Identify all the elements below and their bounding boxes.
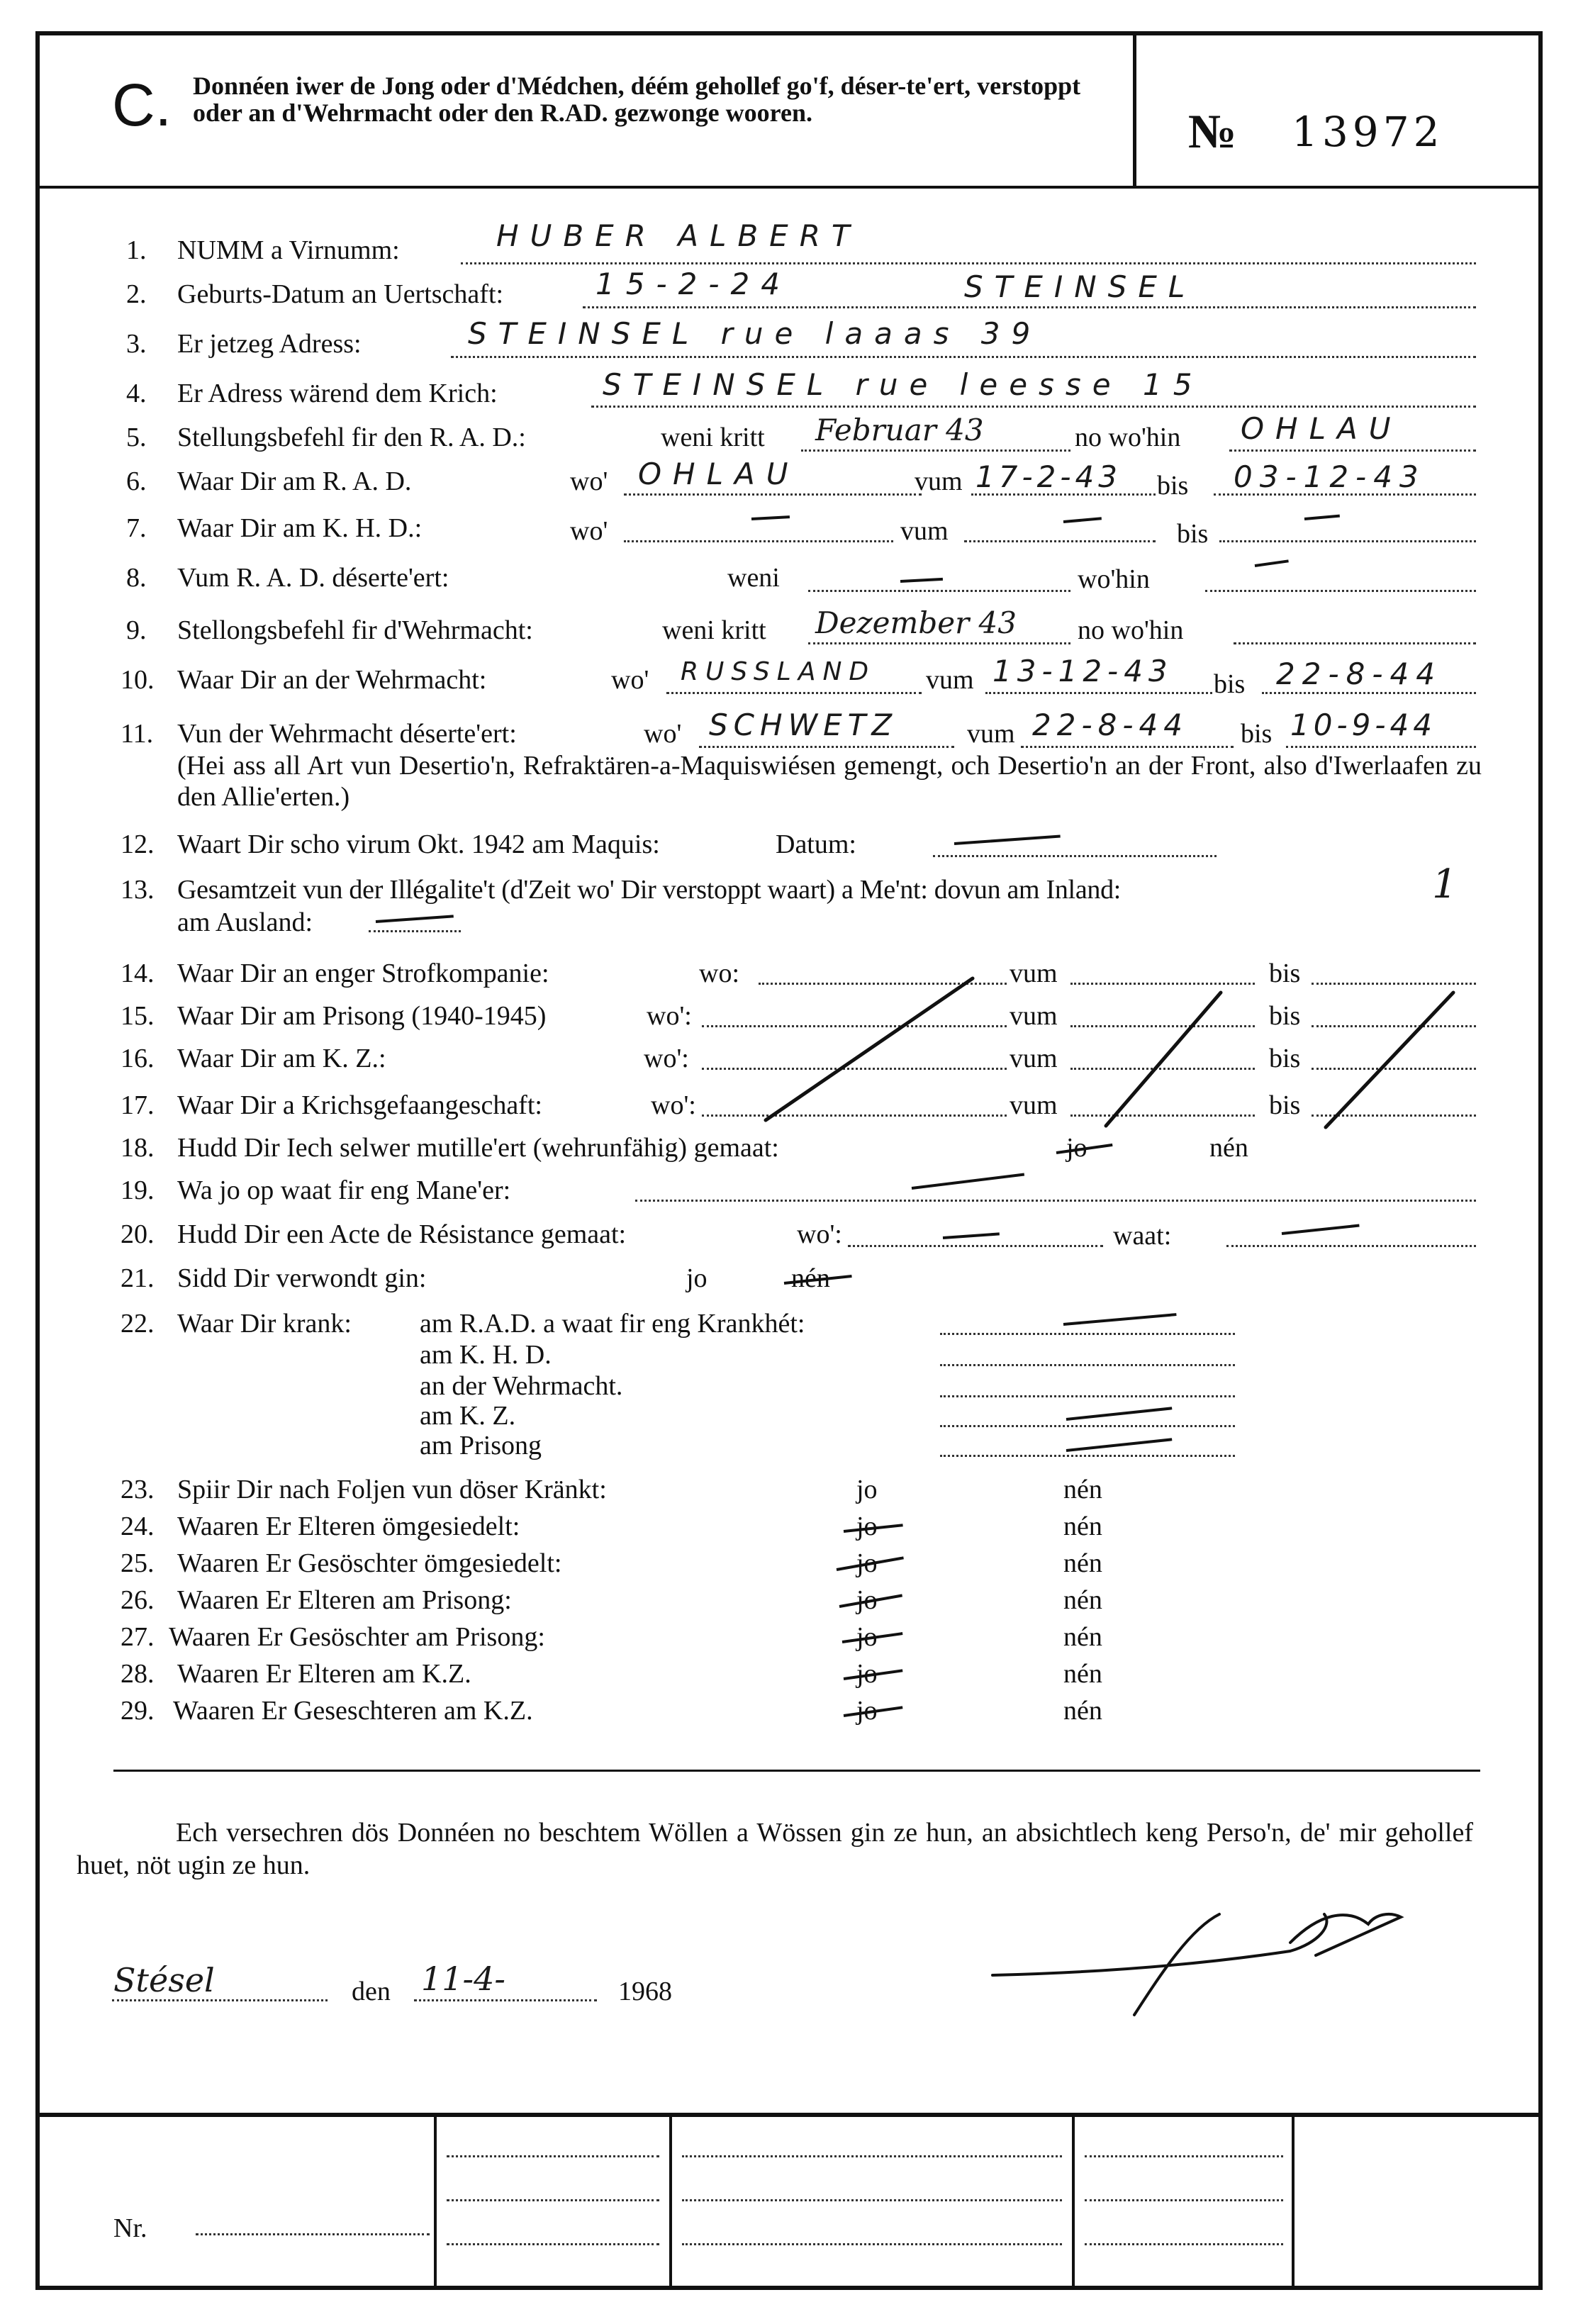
field-11-note: (Hei ass all Art vun Desertio'n, Refraktären-a-Maquiswiésen gemengt, och Desertio'n an der Front, also d'Iwerlaafen zu den Allie'erten.)	[177, 751, 1482, 812]
field-20-where-label: wo':	[797, 1219, 842, 1249]
field-7-num: 7.	[126, 513, 147, 543]
field-14-num: 14.	[121, 959, 155, 988]
signature-place[interactable]: Stésel	[113, 1961, 215, 1999]
field-12-label: Waart Dir scho virum Okt. 1942 am Maquis:	[177, 829, 660, 859]
field-8-where-label: wo'hin	[1078, 564, 1150, 594]
field-13-label: Gesamtzeit vun der Illégalite't (d'Zeit wo' Dir verstoppt waart) a Me'nt: dovun am Inland:	[177, 875, 1122, 905]
field-19-line	[635, 1200, 1476, 1202]
field-10-label: Waar Dir an der Wehrmacht:	[177, 665, 487, 695]
field-7-from-label: vum	[900, 516, 949, 546]
field-29-num: 29.	[121, 1696, 155, 1726]
field-1-num: 1.	[126, 235, 147, 265]
field-25-yes[interactable]: jo	[856, 1548, 878, 1578]
field-14-from-label: vum	[1010, 959, 1058, 988]
field-22-num: 22.	[121, 1309, 155, 1339]
field-11-label: Vun der Wehrmacht déserte'ert:	[177, 719, 517, 749]
field-7-label: Waar Dir am K. H. D.:	[177, 513, 423, 543]
field-9-when-label: weni kritt	[662, 615, 766, 645]
field-28-yes[interactable]: jo	[856, 1659, 878, 1689]
field-11-where[interactable]: SCHWETZ	[709, 708, 898, 742]
field-29-yes[interactable]: jo	[856, 1696, 878, 1726]
field-18-label: Hudd Dir Iech selwer mutille'ert (wehrunfähig) gemaat:	[177, 1133, 779, 1163]
field-18-num: 18.	[121, 1133, 155, 1163]
declaration-rule	[113, 1770, 1480, 1772]
field-24-label: Waaren Er Elteren ömgesiedelt:	[177, 1512, 520, 1541]
field-26-num: 26.	[121, 1585, 155, 1615]
field-23-num: 23.	[121, 1475, 155, 1504]
field-7-to-label: bis	[1177, 519, 1209, 549]
footer-cell-3c[interactable]	[1085, 2243, 1283, 2245]
field-18-no[interactable]: nén	[1209, 1133, 1248, 1163]
section-letter: C.	[112, 72, 172, 138]
field-28-no[interactable]: nén	[1063, 1659, 1102, 1689]
date-line	[414, 1999, 597, 2001]
field-1-value[interactable]: HUBER ALBERT	[496, 218, 861, 253]
field-6-where-label: wo'	[570, 467, 608, 496]
field-19-label: Wa jo op waat fir eng Mane'er:	[177, 1175, 511, 1205]
form-title: Donnéen iwer de Jong oder d'Médchen, déém gehollef go'f, déser-te'ert, verstoppt oder an d'Wehrmacht oder den R.AD. gezwonge wooren.	[193, 72, 1081, 127]
field-14-where-label: wo:	[699, 959, 739, 988]
field-22-sub-wehrmacht: an der Wehrmacht.	[420, 1371, 623, 1401]
field-23-no[interactable]: nén	[1063, 1475, 1102, 1504]
field-6-to[interactable]: 03-12-43	[1234, 459, 1426, 494]
field-26-label: Waaren Er Elteren am Prisong:	[177, 1585, 512, 1615]
field-27-yes[interactable]: jo	[856, 1622, 878, 1652]
field-15-from-label: vum	[1010, 1001, 1058, 1031]
field-20-num: 20.	[121, 1219, 155, 1249]
number-sign: №	[1188, 104, 1237, 158]
field-16-to-label: bis	[1269, 1044, 1301, 1073]
field-16-from-label: vum	[1010, 1044, 1058, 1073]
field-11-to[interactable]: 10-9-44	[1290, 708, 1436, 742]
footer-cell-1a[interactable]	[447, 2155, 659, 2157]
field-16-label: Waar Dir am K. Z.:	[177, 1044, 386, 1073]
field-17-num: 17.	[121, 1090, 155, 1120]
field-5-when-label: weni kritt	[661, 423, 765, 452]
field-20-what-line	[1226, 1245, 1476, 1247]
field-26-yes[interactable]: jo	[856, 1585, 878, 1615]
place-line	[112, 1999, 328, 2001]
field-23-yes[interactable]: jo	[856, 1475, 878, 1504]
footer-cell-3a[interactable]	[1085, 2155, 1283, 2157]
field-13-inland[interactable]: 1	[1432, 861, 1458, 907]
field-24-yes[interactable]: jo	[856, 1512, 878, 1541]
field-5-where-label: no wo'hin	[1075, 423, 1181, 452]
field-20-label: Hudd Dir een Acte de Résistance gemaat:	[177, 1219, 627, 1249]
field-15-label: Waar Dir am Prisong (1940-1945)	[177, 1001, 547, 1031]
field-5-when[interactable]: Februar 43	[815, 413, 984, 447]
signature-stroke	[992, 1914, 1401, 2015]
footer-cell-3b[interactable]	[1085, 2199, 1283, 2201]
field-22-label: Waar Dir krank:	[177, 1309, 352, 1339]
field-3-value[interactable]: STEINSEL rue laaas 39	[468, 316, 1042, 351]
field-27-num: 27.	[121, 1622, 155, 1652]
field-6-from[interactable]: 17-2-43	[975, 459, 1122, 494]
field-24-no[interactable]: nén	[1063, 1512, 1102, 1541]
field-6-label: Waar Dir am R. A. D.	[177, 467, 412, 496]
signature-date[interactable]: 11-4-	[421, 1960, 505, 1998]
field-8-when-label: weni	[727, 563, 780, 593]
footer-col-3	[1072, 2117, 1075, 2286]
field-10-where[interactable]: RUSSLAND	[681, 657, 876, 686]
footer-cell-1c[interactable]	[447, 2243, 659, 2245]
footer-rule	[40, 2113, 1538, 2117]
field-22-line-prisong	[940, 1455, 1235, 1457]
footer-cell-2b[interactable]	[682, 2199, 1062, 2201]
field-29-label: Waaren Er Geseschteren am K.Z.	[173, 1696, 533, 1726]
field-25-no[interactable]: nén	[1063, 1548, 1102, 1578]
field-15-num: 15.	[121, 1001, 155, 1031]
field-22-line-rad	[940, 1333, 1235, 1335]
field-22-sub-khd: am K. H. D.	[420, 1340, 552, 1370]
field-17-to-label: bis	[1269, 1090, 1301, 1120]
field-27-label: Waaren Er Gesöschter am Prisong:	[169, 1622, 545, 1652]
field-2-label: Geburts-Datum an Uertschaft:	[177, 279, 504, 309]
field-10-from[interactable]: 13-12-43	[992, 654, 1173, 688]
field-2-date[interactable]: 15-2-24	[596, 267, 791, 301]
field-6-where[interactable]: OHLAU	[638, 457, 800, 491]
field-5-where[interactable]: OHLAU	[1241, 411, 1402, 446]
field-16-num: 16.	[121, 1044, 155, 1073]
footer-nr-label: Nr.	[113, 2213, 147, 2243]
field-11-to-label: bis	[1241, 719, 1273, 749]
field-10-num: 10.	[121, 665, 155, 695]
footer-cell-2c[interactable]	[682, 2243, 1062, 2245]
field-26-no[interactable]: nén	[1063, 1585, 1102, 1615]
field-17-where-label: wo':	[651, 1090, 696, 1120]
field-3-label: Er jetzeg Adress:	[177, 329, 362, 359]
footer-cell-2a[interactable]	[682, 2155, 1062, 2157]
field-11-num: 11.	[121, 719, 154, 749]
field-12-date-label: Datum:	[776, 829, 856, 859]
field-23-label: Spiir Dir nach Foljen vun döser Kränkt:	[177, 1475, 607, 1504]
field-13-num: 13.	[121, 875, 155, 905]
field-9-when[interactable]: Dezember 43	[815, 605, 1017, 640]
field-6-to-label: bis	[1157, 471, 1189, 501]
field-11-from[interactable]: 22-8-44	[1032, 708, 1188, 742]
field-21-label: Sidd Dir verwondt gin:	[177, 1263, 427, 1293]
field-3-num: 3.	[126, 329, 147, 359]
footer-nr-line[interactable]	[196, 2233, 430, 2235]
field-4-num: 4.	[126, 379, 147, 408]
field-5-num: 5.	[126, 423, 147, 452]
field-4-label: Er Adress wärend dem Krich:	[177, 379, 498, 408]
field-25-num: 25.	[121, 1548, 155, 1578]
field-2-place[interactable]: STEINSEL	[964, 269, 1197, 304]
field-15-where-label: wo':	[647, 1001, 692, 1031]
field-17-label: Waar Dir a Krichsgefaangeschaft:	[177, 1090, 542, 1120]
field-16-where-label: wo':	[644, 1044, 689, 1073]
field-10-to-label: bis	[1214, 669, 1246, 699]
field-9-where-label: no wo'hin	[1078, 615, 1184, 645]
field-12-num: 12.	[121, 829, 155, 859]
field-8-num: 8.	[126, 563, 147, 593]
field-10-where-label: wo'	[611, 665, 649, 695]
field-21-yes[interactable]: jo	[686, 1263, 708, 1293]
field-21-num: 21.	[121, 1263, 155, 1293]
strike-where-15-17	[766, 978, 973, 1120]
footer-cell-1b[interactable]	[447, 2199, 659, 2201]
field-1-label: NUMM a Virnumm:	[177, 235, 400, 265]
field-6-from-label: vum	[915, 467, 963, 496]
field-28-num: 28.	[121, 1659, 155, 1689]
den-label: den	[352, 1977, 391, 2006]
field-19-num: 19.	[121, 1175, 155, 1205]
field-2-num: 2.	[126, 279, 147, 309]
field-22-line-wehrmacht	[940, 1395, 1235, 1397]
field-11-where-label: wo'	[644, 719, 682, 749]
field-22-sub-rad: am R.A.D. a waat fir eng Krankhét:	[420, 1309, 805, 1339]
field-15-to-label: bis	[1269, 1001, 1301, 1031]
field-7-where-label: wo'	[570, 516, 608, 546]
field-25-label: Waaren Er Gesöschter ömgesiedelt:	[177, 1548, 562, 1578]
field-10-from-label: vum	[926, 665, 974, 695]
field-9-num: 9.	[126, 615, 147, 645]
field-11-from-label: vum	[967, 719, 1015, 749]
field-8-label: Vum R. A. D. déserte'ert:	[177, 563, 449, 593]
field-29-no[interactable]: nén	[1063, 1696, 1102, 1726]
field-5-label: Stellungsbefehl fir den R. A. D.:	[177, 423, 526, 452]
field-10-to[interactable]: 22-8-44	[1276, 657, 1442, 691]
field-14-to-label: bis	[1269, 959, 1301, 988]
strike-from-15-17	[1106, 993, 1221, 1126]
field-9-label: Stellongsbefehl fir d'Wehrmacht:	[177, 615, 533, 645]
footer-col-2	[669, 2117, 672, 2286]
field-13-abroad-label: am Ausland:	[177, 907, 313, 937]
field-4-value[interactable]: STEINSEL rue leesse 15	[603, 367, 1204, 402]
field-28-label: Waaren Er Elteren am K.Z.	[177, 1659, 471, 1689]
field-24-num: 24.	[121, 1512, 155, 1541]
field-22-line-kz	[940, 1425, 1235, 1427]
field-14-label: Waar Dir an enger Strofkompanie:	[177, 959, 549, 988]
form-number: 13972	[1292, 108, 1444, 156]
field-22-sub-prisong: am Prisong	[420, 1431, 542, 1460]
field-20-what-label: waat:	[1113, 1221, 1172, 1251]
declaration-text: Ech versechren dös Donnéen no beschtem Wöllen a Wössen gin ze hun, an absichtlech keng Perso'n, de' mir gehollef huet, nöt ugin ze hun.	[77, 1818, 1473, 1880]
footer-col-1	[434, 2117, 437, 2286]
strike-to-15-17	[1326, 993, 1453, 1127]
field-21-no[interactable]: nén	[791, 1263, 830, 1293]
field-6-num: 6.	[126, 467, 147, 496]
field-22-sub-kz: am K. Z.	[420, 1401, 516, 1431]
footer-col-4	[1292, 2117, 1295, 2286]
signature-year: 1968	[618, 1977, 672, 2006]
field-20-where-line	[848, 1245, 1103, 1247]
field-22-line-khd	[940, 1364, 1235, 1366]
field-27-no[interactable]: nén	[1063, 1622, 1102, 1652]
field-17-from-label: vum	[1010, 1090, 1058, 1120]
field-18-yes[interactable]: jo	[1066, 1133, 1087, 1163]
